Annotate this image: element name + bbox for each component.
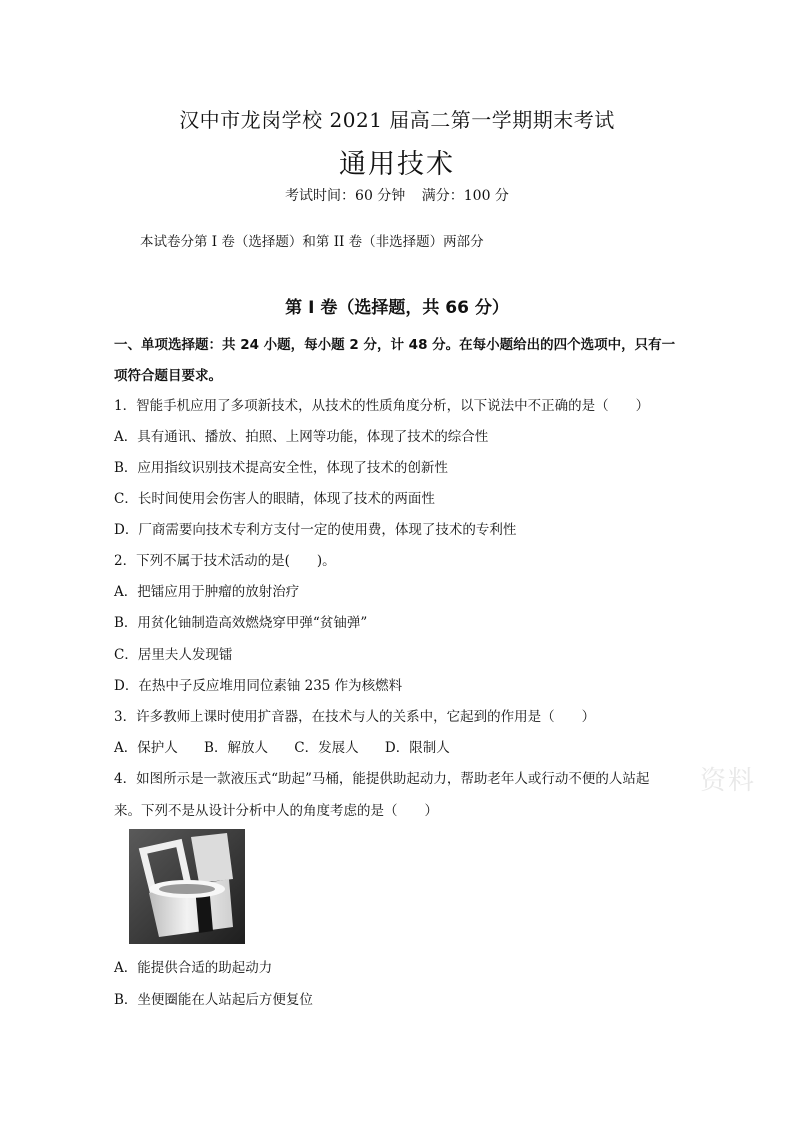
question-4-stem: 来。下列不是从设计分析中人的角度考虑的是（ ） <box>114 803 438 819</box>
question-3-options <box>114 736 472 756</box>
exam-meta <box>0 185 794 205</box>
question-2-option-b: B．用贫化铀制造高效燃烧穿甲弹“贫铀弹” <box>114 615 368 631</box>
paper-note: 本试卷分第 I 卷（选择题）和第 II 卷（非选择题）两部分 <box>140 234 484 250</box>
question-3-option-c: C．发展人 <box>294 740 359 756</box>
question-1-option-c: C．长时间使用会伤害人的眼睛，体现了技术的两面性 <box>114 491 435 507</box>
question-3-stem: 3．许多教师上课时使用扩音器，在技术与人的关系中，它起到的作用是（ ） <box>114 709 596 725</box>
section-title: 第 I 卷（选择题，共 66 分） <box>285 298 509 318</box>
school-title: 汉中市龙岗学校 2021 届高二第一学期期末考试 <box>179 108 615 132</box>
question-2-option-d: D．在热中子反应堆用同位素铀 235 作为核燃料 <box>114 678 403 694</box>
toilet-figure-image <box>129 829 245 944</box>
watermark: 资料 <box>700 766 757 796</box>
question-4-option-b: B．坐便圈能在人站起后方便复位 <box>114 992 313 1008</box>
full-score: 满分：100 分 <box>421 188 509 204</box>
question-1-option-a: A．具有通讯、播放、拍照、上网等功能，体现了技术的综合性 <box>114 429 489 445</box>
question-2-option-c: C．居里夫人发现镭 <box>114 647 233 663</box>
question-3-option-a: A．保护人 <box>114 740 178 756</box>
question-2-stem: 2．下列不属于技术活动的是( )。 <box>114 553 336 569</box>
exam-time: 考试时间：60 分钟 <box>285 188 406 204</box>
question-3-option-d: D．限制人 <box>384 740 450 756</box>
question-1-option-b: B．应用指纹识别技术提高安全性，体现了技术的创新性 <box>114 460 448 476</box>
subject-title: 通用技术 <box>339 149 455 180</box>
question-4-option-a: A．能提供合适的助起动力 <box>114 960 273 976</box>
question-3-option-b: B．解放人 <box>204 740 268 756</box>
instruction-line: 项符合题目要求。 <box>114 368 222 384</box>
question-1-stem: 1．智能手机应用了多项新技术，从技术的性质角度分析，以下说法中不正确的是（ ） <box>114 398 650 414</box>
question-1-option-d: D．厂商需要向技术专利方支付一定的使用费，体现了技术的专利性 <box>114 522 517 538</box>
toilet-illustration <box>129 829 245 944</box>
question-2-option-a: A．把镭应用于肿瘤的放射治疗 <box>114 584 300 600</box>
section-instructions <box>114 330 684 392</box>
question-4-stem: 4．如图所示是一款液压式“助起”马桶，能提供助起动力，帮助老年人或行动不便的人站起 <box>114 771 650 787</box>
instruction-line: 一、单项选择题：共 24 小题，每小题 2 分，计 48 分。在每小题给出的四个选项中，只有一 <box>114 337 676 353</box>
